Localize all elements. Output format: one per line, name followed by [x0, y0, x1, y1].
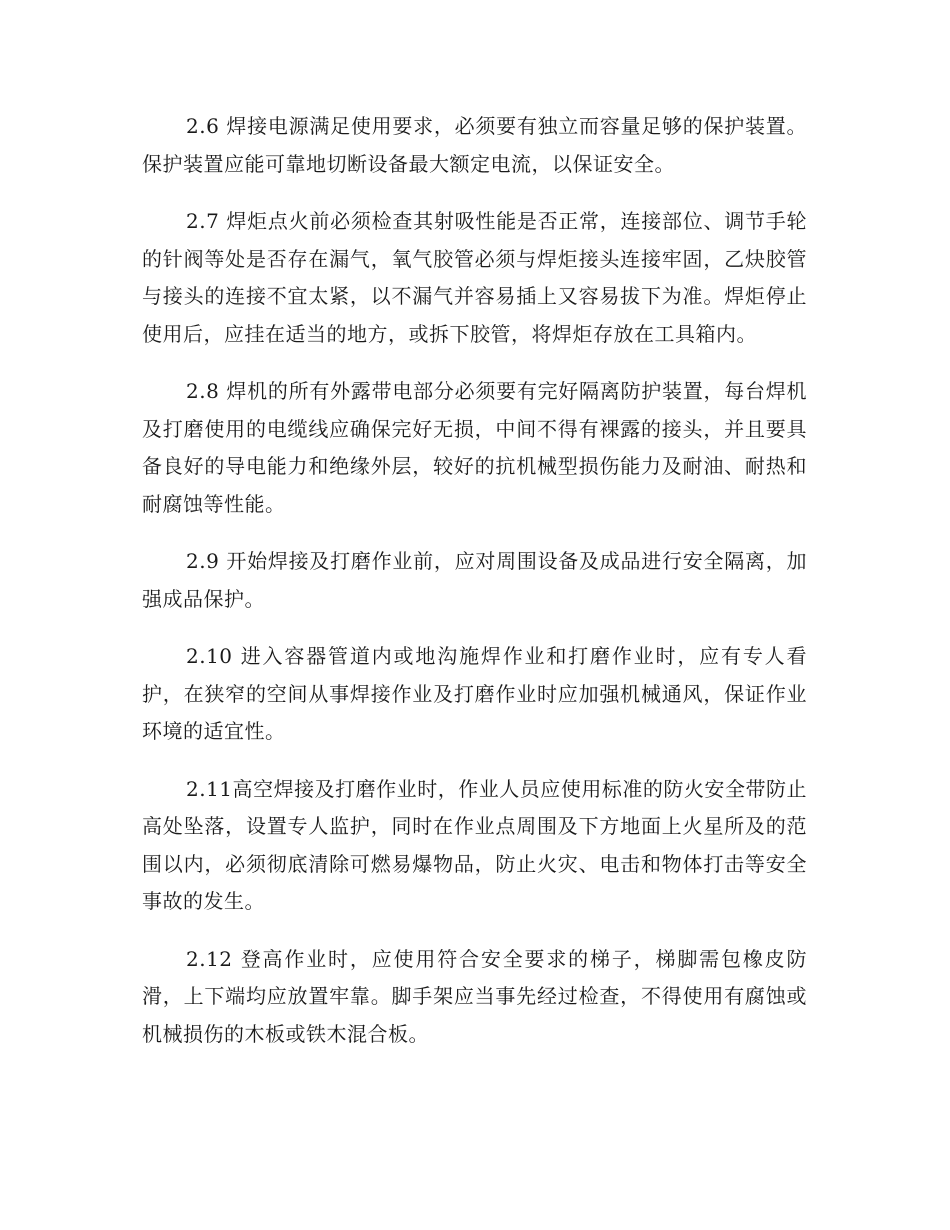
paragraph-2-12: 2.12 登高作业时，应使用符合安全要求的梯子，梯脚需包橡皮防滑，上下端均应放置牢靠。脚手架应当事先经过检查，不得使用有腐蚀或机械损伤的木板或铁木混合板。 — [142, 946, 807, 1046]
document-body — [142, 108, 807, 1073]
paragraph-2-10: 2.10 进入容器管道内或地沟施焊作业和打磨作业时，应有专人看护，在狭窄的空间从事焊接作业及打磨作业时应加强机械通风，保证作业环境的适宜性。 — [142, 644, 807, 743]
paragraph-2-6: 2.6 焊接电源满足使用要求，必须要有独立而容量足够的保护装置。保护装置应能可靠地切断设备最大额定电流，以保证安全。 — [142, 114, 807, 176]
paragraph-2-9: 2.9 开始焊接及打磨作业前，应对周围设备及成品进行安全隔离，加强成品保护。 — [142, 549, 807, 611]
paragraph-2-7: 2.7 焊炬点火前必须检查其射吸性能是否正常，连接部位、调节手轮的针阀等处是否存在漏气，氧气胶管必须与焊炬接头连接牢固，乙炔胶管与接头的连接不宜太紧，以不漏气并容易插上又容易拔下为准。焊炬停止使用后，应挂在适当的地方，或拆下胶管，将焊炬存放在工具箱内。 — [142, 209, 807, 346]
paragraph-2-11: 2.11高空焊接及打磨作业时，作业人员应使用标准的防火安全带防止高处坠落，设置专人监护，同时在作业点周围及下方地面上火星所及的范围以内，必须彻底清除可燃易爆物品，防止火灾、电击和物体打击等安全事故的发生。 — [142, 776, 807, 913]
paragraph-2-8: 2.8 焊机的所有外露带电部分必须要有完好隔离防护装置，每台焊机及打磨使用的电缆线应确保完好无损，中间不得有裸露的接头，并且要具备良好的导电能力和绝缘外层，较好的抗机械型损伤能力及耐油、耐热和耐腐蚀等性能。 — [142, 379, 807, 516]
